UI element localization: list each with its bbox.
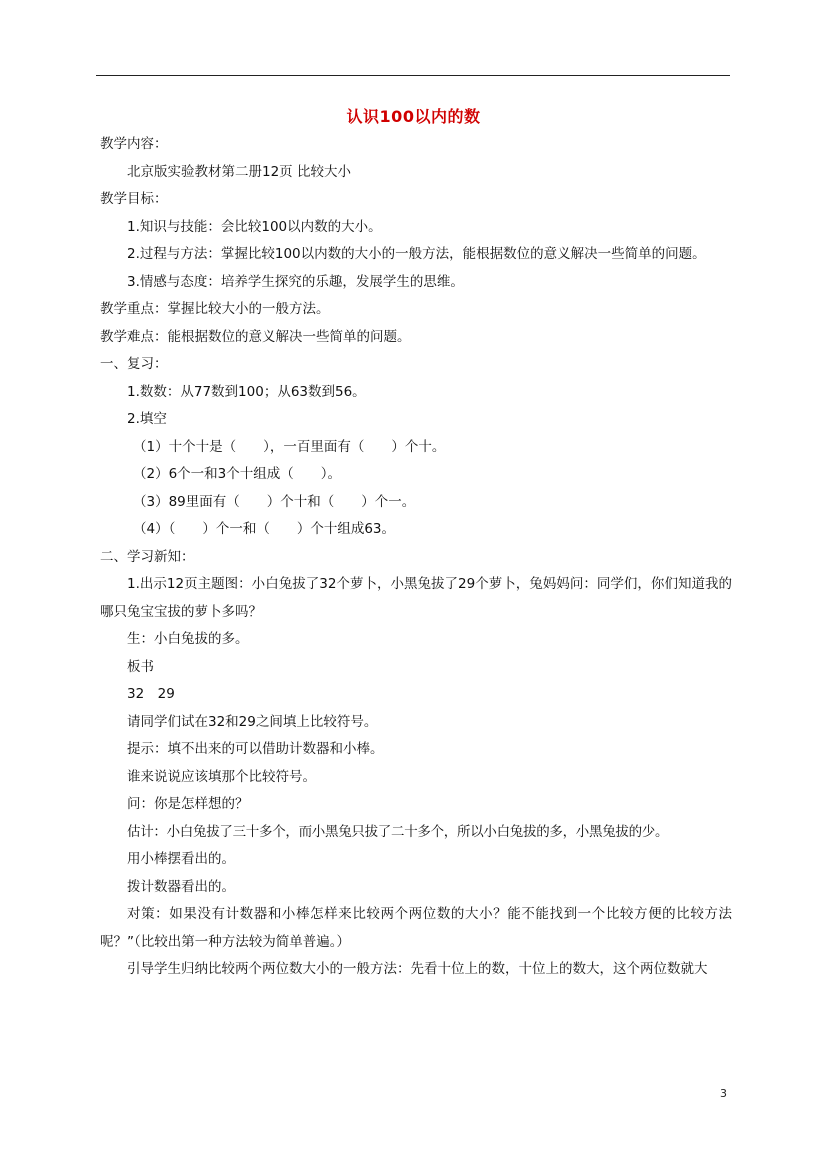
text-line: 估计：小白兔拔了三十多个，而小黑兔只拔了二十多个，所以小白兔拔的多，小黑兔拔的少。 bbox=[127, 823, 669, 840]
section-heading-content: 教学内容： bbox=[100, 136, 168, 152]
text-line: 谁来说说应该填那个比较符号。 bbox=[127, 768, 316, 785]
section-heading-difficulty: 教学难点：能根据数位的意义解决一些简单的问题。 bbox=[100, 328, 411, 345]
text-line: 2.填空 bbox=[127, 411, 167, 427]
text-line: 请同学们试在32和29之间填上比较符号。 bbox=[127, 713, 378, 730]
text-line: 用小棒摆看出的。 bbox=[127, 851, 235, 867]
section-heading-review: 一、复习： bbox=[100, 356, 168, 372]
text-line: 提示：填不出来的可以借助计数器和小棒。 bbox=[127, 741, 384, 757]
header-rule bbox=[96, 75, 730, 76]
text-line: 1.数数：从77数到100；从63数到56。 bbox=[127, 383, 366, 400]
section-heading-objectives: 教学目标： bbox=[100, 191, 168, 207]
fill-blank-item: （2）6个一和3个十组成（ ）。 bbox=[133, 466, 342, 482]
text-paragraph: 2.过程与方法：掌握比较100以内数的大小的一般方法，能根据数位的意义解决一些简单的问题。 bbox=[127, 246, 706, 262]
fill-blank-item: （1）十个十是（ ），一百里面有（ ）个十。 bbox=[133, 438, 446, 455]
section-heading-new-knowledge: 二、学习新知： bbox=[100, 548, 195, 565]
text-line: 北京版实验教材第二册12页 比较大小 bbox=[127, 163, 351, 180]
text-paragraph: 1.出示12页主题图：小白兔拔了32个萝卜，小黑兔拔了29个萝卜，兔妈妈问：同学们，你们知道我的哪只兔宝宝拔的萝卜多吗？ bbox=[100, 576, 732, 620]
section-heading-key-point: 教学重点：掌握比较大小的一般方法。 bbox=[100, 301, 330, 317]
page-number: 3 bbox=[720, 1087, 727, 1100]
text-paragraph: 对策：如果没有计数器和小棒怎样来比较两个两位数的大小？能不能找到一个比较方便的比较方法呢？”（比较出第一种方法较为简单普遍。） bbox=[100, 906, 732, 950]
document-body bbox=[100, 131, 732, 984]
text-line: 3.情感与态度：培养学生探究的乐趣，发展学生的思维。 bbox=[127, 273, 464, 290]
text-line: 板书 bbox=[127, 658, 154, 675]
text-line: 生：小白兔拔的多。 bbox=[127, 631, 249, 647]
text-line: 1.知识与技能：会比较100以内数的大小。 bbox=[127, 218, 382, 235]
text-line: 32 29 bbox=[127, 686, 175, 702]
text-line: 问：你是怎样想的？ bbox=[127, 796, 249, 812]
text-paragraph: 引导学生归纳比较两个两位数大小的一般方法：先看十位上的数，十位上的数大，这个两位数就大 bbox=[127, 961, 708, 977]
fill-blank-item: （3）89里面有（ ）个十和（ ）个一。 bbox=[133, 493, 416, 510]
document-title: 认识100以内的数 bbox=[346, 107, 481, 126]
fill-blank-item: （4）（ ）个一和（ ）个十组成63。 bbox=[133, 521, 396, 537]
text-line: 拨计数器看出的。 bbox=[127, 878, 235, 895]
